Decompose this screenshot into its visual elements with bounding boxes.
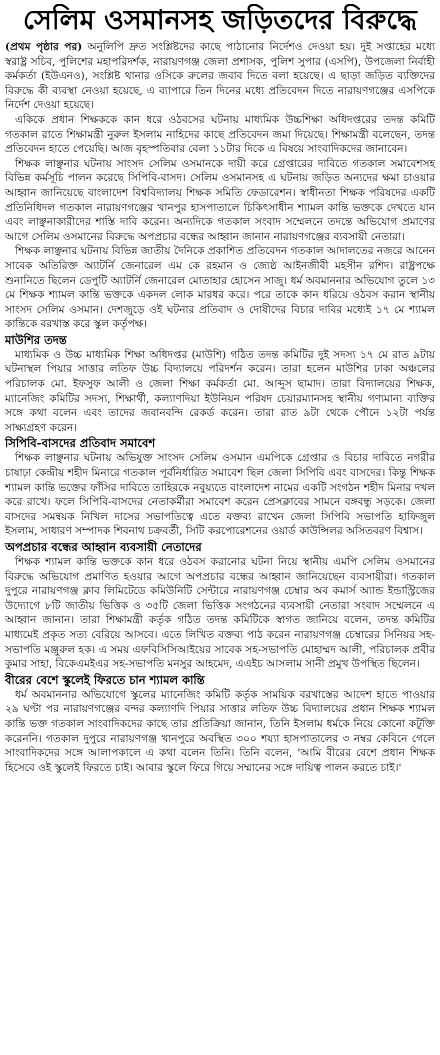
section-heading: মাউশির তদন্ত (5, 332, 67, 347)
section-paragraph: ধর্ম অবমাননার অভিযোগে স্কুলের ম্যানেজিং কমিটি কর্তৃক সাময়িক বরখাস্তের আদেশ হাতে পাওয়ার ২৯ ঘণ্টা পর নারায়ণগঞ্জের বন্দর কল্যাণদি পিয়ার সাত্তার লতিফ উচ্চ বিদ্যালয়ের প্রধান শিক্ষক শ্যামল কান্তি ভক্ত গতকাল সাংবাদিকদের কাছে তার প্রতিক্রিয়া জানান, তিনি ইসলাম ধর্মকে নিয়ে কোনো কটূক্তি করেননি। গতকাল দুপুরে নারায়ণগঞ্জ খানপুরে অবস্থিত ৩০০ শয্যা হাসপাতালের ৩ নম্বর কেবিনে গেলে সাংবাদিকদের সঙ্গে আলাপকালে এ কথা বলেন তিনি। তিনি বলেন, 'আমি বীরের বেশে প্রধান শিক্ষক হিসেবে ওই স্কুলেই ফিরতে চাই। আবার স্কুলে ফিরে গিয়ে সম্মানের সঙ্গে দায়িত্ব পালন করতে চাই।' (5, 688, 435, 774)
lead-text: অনুলিপি দ্রুত সংশ্লিষ্টদের কাছে পাঠানোর নির্দেশও দেওয়া হয়। দুই সপ্তাহের মধ্যে স্বরাষ্ট্র সচিব, পুলিশের মহাপরিদর্শক, নারায়ণগঞ্জ জেলা প্রশাসক, পুলিশ সুপার (এসপি), উপজেলা নির্বাহী কর্মকর্তা (ইউএনও), সংশ্লিষ্ট থানার ওসিকে রুলের জবাব দিতে বলা হয়েছে। এ ছাড়া জড়িত ব্যক্তিদের বিরুদ্ধে কী ব্যবস্থা নেওয়া হয়েছে, এ ব্যাপারে তিন দিনের মধ্যে প্রতিবেদন দিতে নারায়ণগঞ্জের এসপিকে নির্দেশ দেওয়া হয়েছে। (5, 41, 436, 112)
section-paragraph: শিক্ষক লাঞ্ছনার ঘটনায় অভিযুক্ত সাংসদ সেলিম ওসমান এমপিকে গ্রেপ্তার ও বিচার দাবিতে নগরীর চাষাঢ়া কেন্দ্রীয় শহীদ মিনারে গতকাল পূর্বনির্ধারিত সমাবেশ ছিল জেলা সিপিবি এবং বাসদের। কিন্তু শিক্ষক শ্যামল কান্তি ভক্তের ফাঁসির দাবিতে তাহিরকে নবুয়্যতে বাংলাদেশ নামের একটি সংগঠন শহীদ মিনার দখল করে রাখে। ফলে সিপিবি-বাসদের নেতাকর্মীরা সমাবেশ করেন প্রেসক্লাবের সামনে বঙ্গবন্ধু সড়কে। জেলা বাসদের সমন্বয়ক নিখিল দাসের সভাপতিত্বে এতে বক্তব্য রাখেন জেলা সিপিবি সভাপতি হাফিজুল ইসলাম, সাধারণ সম্পাদক শিবনাথ চক্রবর্তী, সিটি করপোরেশনের ওয়ার্ড কাউন্সিলর অসিতবরণ বিশ্বাস। (5, 452, 435, 538)
section-paragraph: শিক্ষক শ্যামল কান্তি ভক্তকে কান ধরে ওঠবস করানোর ঘটনা নিয়ে স্থানীয় এমপি সেলিম ওসমানের বিরুদ্ধে অভিযোগ প্রমাণিত হওয়ার আগে অপপ্রচার বন্ধের আহ্বান জানিয়েছেন ব্যবসায়ীরা। গতকাল দুপুরে নারায়ণগঞ্জ ক্লাব লিমিটেডে কমিউনিটি সেন্টারে নারায়ণগঞ্জ চেম্বার অব কমার্স অ্যান্ড ইন্ডাস্ট্রিজের উদ্যোগে ৮টি জাতীয় ভিত্তিক ও ৩৫টি জেলা ভিত্তিক সংগঠনের ব্যবসায়ী নেতারা সংবাদ সম্মেলনে এ আহ্বান জানান। তারা শিক্ষামন্ত্রী কর্তৃক গঠিত তদন্ত কমিটিকে স্বাগত জানিয়ে বলেন, তদন্ত কমিটির মাধ্যমেই প্রকৃত সত্য বেরিয়ে আসবে। এতে লিখিত বক্তব্য পাঠ করেন নারায়ণগঞ্জ চেম্বারের সিনিয়র সহ-সভাপতি মঞ্জুরুল হক। এ সময় এফবিসিসিআইয়ের সাবেক সহ-সভাপতি মোহাম্মদ আলী, পরিচালক প্রবীর কুমার সাহা, বিকেএমইএর সহ-সভাপতি মনসুর আহমেদ, এএইচ আসলাম সানী প্রমুখ উপস্থিত ছিলেন। (5, 556, 435, 671)
body-paragraph: শিক্ষক লাঞ্ছনার ঘটনায় সাংসদ সেলিম ওসমানকে দায়ী করে গ্রেপ্তারের দাবিতে গতকাল সমাবেশসহ বিভিন্ন কর্মসূচি পালন করেছে সিপিবি-বাসদ। সেলিম ওসমানসহ এ ঘটনায় জড়িত অন্যদের ক্ষমা চাওয়ার আহ্বান জানিয়েছে বাংলাদেশ বিশ্ববিদ্যালয় শিক্ষক সমিতি ফেডারেশন। স্বাধীনতা শিক্ষক পরিষদের একটি প্রতিনিধিদল গতকাল নারায়ণগঞ্জের খানপুর হাসপাতালে চিকিৎসাধীন শ্যামল কান্তি ভক্তকে দেখতে যান এবং লাঞ্ছনাকারীদের শাস্তি দাবি করেন। অন্যদিকে গতকাল সংবাদ সম্মেলনে তদন্তে অভিযোগ প্রমাণের আগে সেলিম ওসমানের বিরুদ্ধে অপপ্রচার বন্ধের আহ্বান জানান নারায়ণগঞ্জের ব্যবসায়ী নেতারা। (5, 157, 435, 243)
body-paragraph: শিক্ষক লাঞ্ছনার ঘটনায় বিভিন্ন জাতীয় দৈনিকে প্রকাশিত প্রতিবেদন গতকাল আদালতের নজরে আনেন সাবেক অতিরিক্ত অ্যাটর্নি জেনারেল এম কে রহমান ও জ্যেষ্ঠ আইনজীবী মহসীন রশিদ। রাষ্ট্রপক্ষে শুনানিতে ছিলেন ডেপুটি অ্যাটর্নি জেনারেল মোতাহার হোসেন সাজু। ধর্ম অবমাননার অভিযোগ তুলে ১৩ মে শিক্ষক শ্যামল কান্তি ভক্তকে একদল লোক মারধর করে। পরে তাকে কান ধরিয়ে ওঠবস করান স্থানীয় সাংসদ সেলিম ওসমান। দেশজুড়ে ওই ঘটনার প্রতিবাদ ও দোষীদের বিচার দাবির মধ্যেই ১৭ মে শ্যামল কান্তিকে বরখাস্ত করে স্কুল কর্তৃপক্ষ। (5, 245, 435, 331)
continuation-tag: (প্রথম পৃষ্ঠার পর) (5, 41, 83, 53)
section-heading: সিপিবি-বাসদের প্রতিবাদ সমাবেশ (5, 436, 156, 451)
section-heading: অপপ্রচার বন্ধের আহ্বান ব্যবসায়ী নেতাদের (5, 540, 202, 554)
lead-paragraph (5, 40, 435, 113)
headline: সেলিম ওসমানসহ জড়িতদের বিরুদ্ধে (23, 5, 417, 36)
body-paragraph: একিকে প্রধান শিক্ষককে কান ধরে ওঠবসের ঘটনায় মাধ্যমিক উচ্চশিক্ষা অধিদপ্তরের তদন্ত কমিটি গতকাল রাতে শিক্ষামন্ত্রী নুরুল ইসলাম নাহিদের কাছে প্রতিবেদন জমা দিয়েছে। শিক্ষামন্ত্রী বলেছেন, তদন্ত প্রতিবেদন হাতে পেয়েছি। আজ বৃহস্পতিবার বেলা ১১টার দিকে এ বিষয়ে সাংবাদিকদের জানাবেন। (5, 113, 435, 156)
section-heading: বীরের বেশে স্কুলেই ফিরতে চান শ্যামল কান্তি (5, 672, 205, 687)
section-paragraph: মাধ্যমিক ও উচ্চ মাধ্যমিক শিক্ষা অধিদপ্তর (মাউশি) গঠিত তদন্ত কমিটির দুই সদস্য ১৭ মে রাত ৯টায় ঘটনাস্থল পিয়ার সাত্তার লতিফ উচ্চ বিদ্যালয়ে পরিদর্শন করেন। তারা হলেন মাউশির ঢাকা অঞ্চলের পরিচালক মো. ইফসুফ আলী ও জেলা শিক্ষা কর্মকর্তা মো. আব্দুস ছামাদ। তারা বিদ্যালয়ের শিক্ষক, ম্যানেজিং কমিটির সদস্য, শিক্ষার্থী, কল্যাণদিয়া ইউনিয়ন পরিষদ চেয়ারম্যানসহ স্থানীয় গণ্যমান্য ব্যক্তির সঙ্গে কথা বলেন এবং তাদের জবানবন্দি রেকর্ড করেন। তারা রাত ৯টা থেকে পৌনে ১২টা পর্যন্ত সাক্ষ্যগ্রহণ করেন। (5, 348, 435, 434)
